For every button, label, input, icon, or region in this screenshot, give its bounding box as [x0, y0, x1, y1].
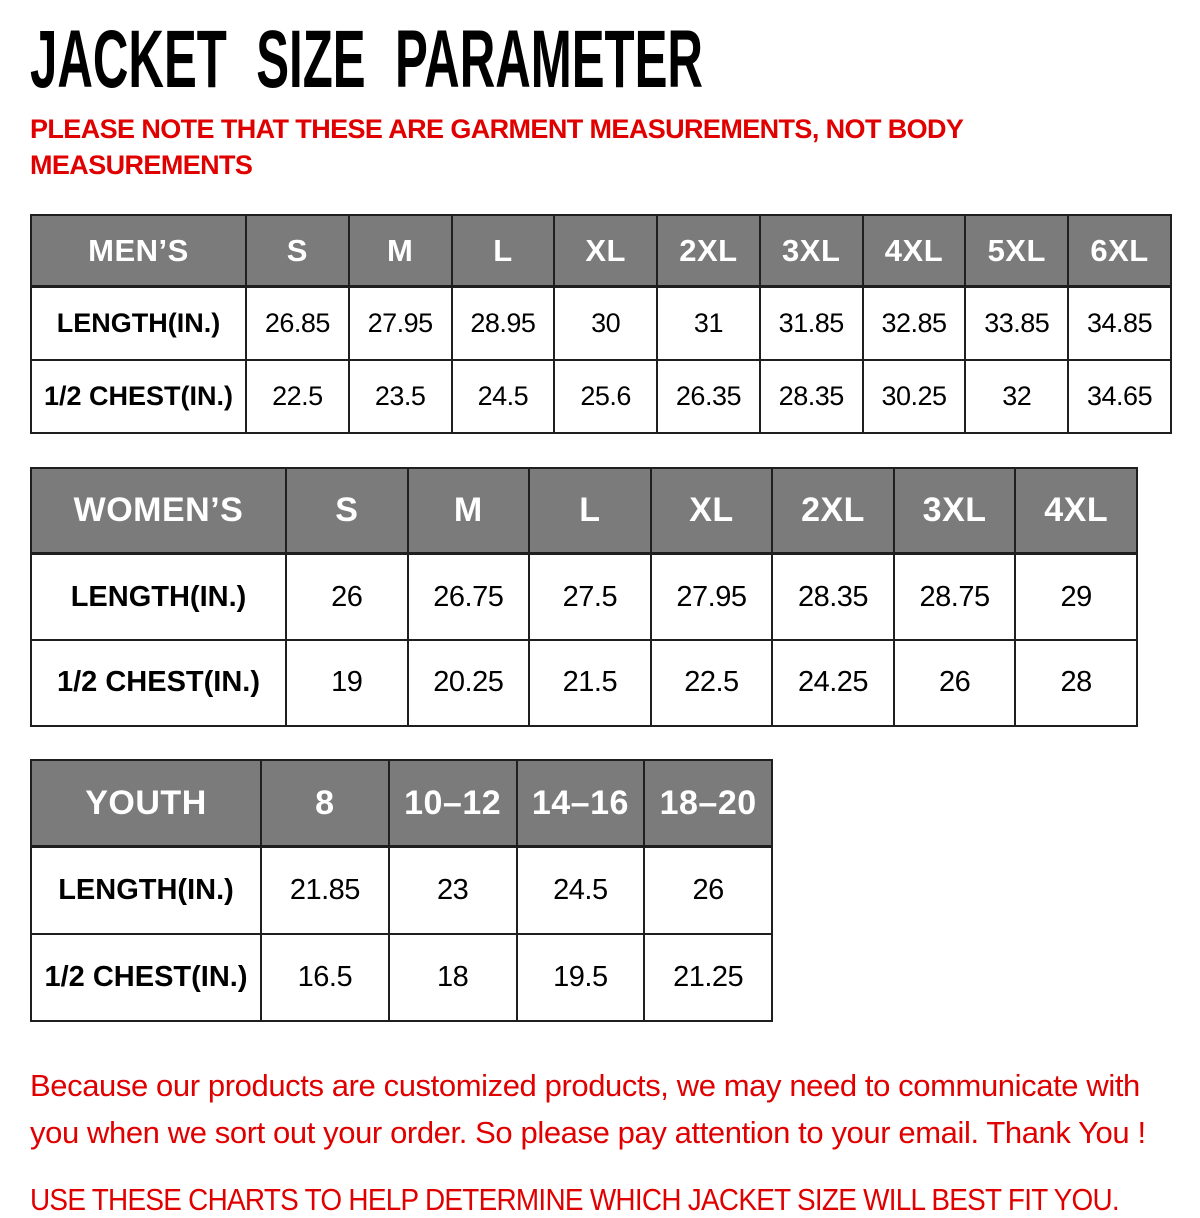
table-title-cell: YOUTH	[31, 760, 261, 847]
size-column-header: 18–20	[644, 760, 772, 847]
table-title-cell: WOMEN’S	[31, 468, 286, 554]
size-value-cell: 16.5	[261, 934, 389, 1021]
youth-size-table	[30, 759, 773, 1022]
size-value-cell: 25.6	[554, 360, 657, 433]
size-value-cell: 19.5	[517, 934, 645, 1021]
size-value-cell: 22.5	[651, 640, 773, 726]
size-column-header: 4XL	[863, 215, 966, 287]
size-value-cell: 24.25	[772, 640, 894, 726]
size-value-cell: 26	[644, 847, 772, 934]
table-row	[31, 287, 1171, 360]
size-column-header: 6XL	[1068, 215, 1171, 287]
row-label: LENGTH(IN.)	[31, 287, 246, 360]
size-value-cell: 32	[965, 360, 1068, 433]
row-label: LENGTH(IN.)	[31, 847, 261, 934]
size-value-cell: 24.5	[517, 847, 645, 934]
size-value-cell: 18	[389, 934, 517, 1021]
size-value-cell: 31	[657, 287, 760, 360]
row-label: LENGTH(IN.)	[31, 554, 286, 640]
size-value-cell: 21.85	[261, 847, 389, 934]
size-value-cell: 26.85	[246, 287, 349, 360]
size-value-cell: 29	[1015, 554, 1137, 640]
size-column-header: L	[529, 468, 651, 554]
size-value-cell: 23.5	[349, 360, 452, 433]
size-value-cell: 28.35	[760, 360, 863, 433]
size-value-cell: 20.25	[408, 640, 530, 726]
size-column-header: 3XL	[760, 215, 863, 287]
size-value-cell: 28.95	[452, 287, 555, 360]
size-column-header: M	[349, 215, 452, 287]
size-value-cell: 24.5	[452, 360, 555, 433]
size-value-cell: 32.85	[863, 287, 966, 360]
size-column-header: 2XL	[772, 468, 894, 554]
table-row	[31, 554, 1137, 640]
size-value-cell: 31.85	[760, 287, 863, 360]
size-column-header: 8	[261, 760, 389, 847]
size-value-cell: 27.95	[349, 287, 452, 360]
usage-instruction: USE THESE CHARTS TO HELP DETERMINE WHICH JACKET SIZE WILL BEST FIT YOU.	[30, 1182, 1119, 1218]
table-row	[31, 640, 1137, 726]
size-value-cell: 23	[389, 847, 517, 934]
row-label: 1/2 CHEST(IN.)	[31, 934, 261, 1021]
row-label: 1/2 CHEST(IN.)	[31, 640, 286, 726]
size-value-cell: 27.95	[651, 554, 773, 640]
page-title: JACKET SIZE PARAMETER	[30, 14, 703, 105]
size-value-cell: 27.5	[529, 554, 651, 640]
size-value-cell: 26	[286, 554, 408, 640]
size-column-header: 5XL	[965, 215, 1068, 287]
size-column-header: L	[452, 215, 555, 287]
table-row	[31, 934, 772, 1021]
size-column-header: 2XL	[657, 215, 760, 287]
size-column-header: 10–12	[389, 760, 517, 847]
mens-size-table	[30, 214, 1172, 434]
size-value-cell: 34.85	[1068, 287, 1171, 360]
size-value-cell: 19	[286, 640, 408, 726]
size-value-cell: 28	[1015, 640, 1137, 726]
size-value-cell: 30	[554, 287, 657, 360]
garment-measurement-note: PLEASE NOTE THAT THESE ARE GARMENT MEASUREMENTS, NOT BODY MEASUREMENTS	[30, 114, 963, 180]
size-value-cell: 21.5	[529, 640, 651, 726]
size-value-cell: 22.5	[246, 360, 349, 433]
size-value-cell: 26.75	[408, 554, 530, 640]
size-column-header: 3XL	[894, 468, 1016, 554]
size-column-header: 4XL	[1015, 468, 1137, 554]
size-column-header: XL	[554, 215, 657, 287]
size-column-header: 14–16	[517, 760, 645, 847]
table-row	[31, 847, 772, 934]
header-row	[31, 215, 1171, 287]
size-value-cell: 21.25	[644, 934, 772, 1021]
size-value-cell: 30.25	[863, 360, 966, 433]
size-value-cell: 34.65	[1068, 360, 1171, 433]
size-value-cell: 26.35	[657, 360, 760, 433]
size-column-header: M	[408, 468, 530, 554]
header-row	[31, 760, 772, 847]
table-title-cell: MEN’S	[31, 215, 246, 287]
size-column-header: S	[246, 215, 349, 287]
size-value-cell: 26	[894, 640, 1016, 726]
size-column-header: S	[286, 468, 408, 554]
size-value-cell: 28.75	[894, 554, 1016, 640]
row-label: 1/2 CHEST(IN.)	[31, 360, 246, 433]
table-row	[31, 360, 1171, 433]
womens-size-table	[30, 467, 1138, 727]
size-column-header: XL	[651, 468, 773, 554]
size-value-cell: 28.35	[772, 554, 894, 640]
header-row	[31, 468, 1137, 554]
size-value-cell: 33.85	[965, 287, 1068, 360]
customization-notice: Because our products are customized products, we may need to communicate with you when we sort out your order. So please pay attention to your email. Thank You !	[30, 1067, 1146, 1150]
